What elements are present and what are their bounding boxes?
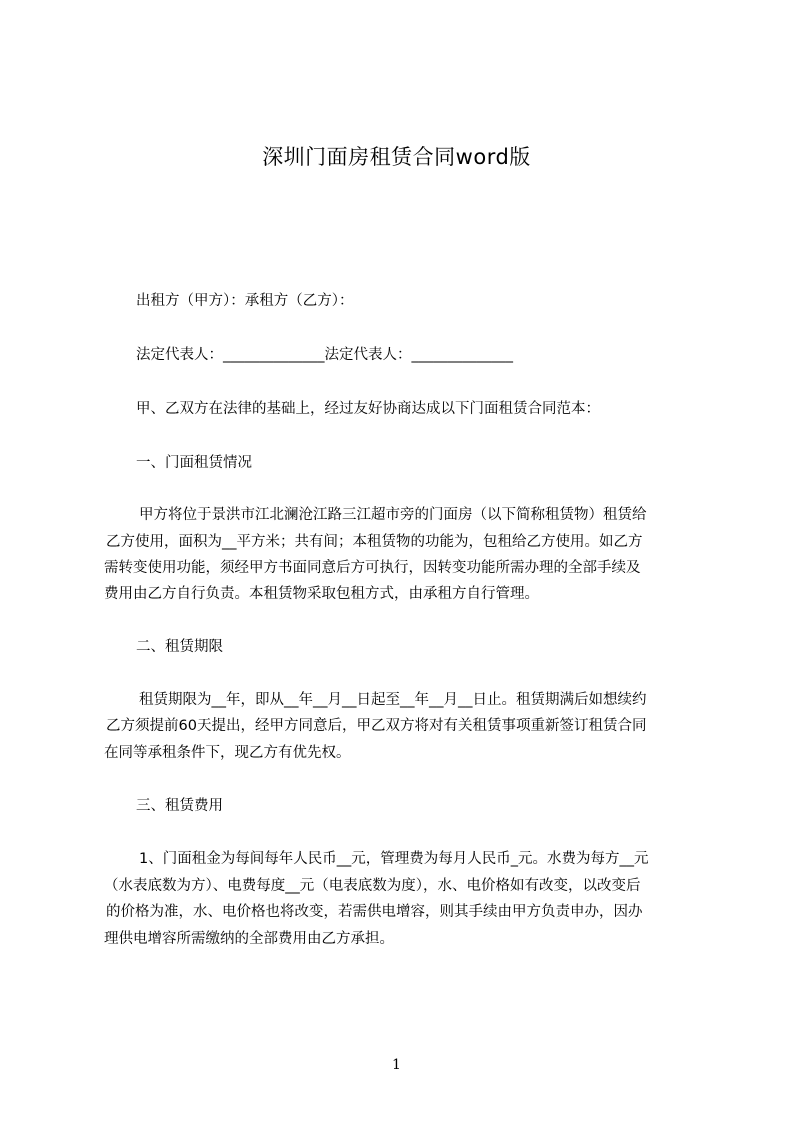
paragraph-line: 理供电增容所需缴纳的全部费用由乙方承担。 <box>104 931 394 947</box>
paragraph-line: 乙方使用，面积为__平方米；共有间；本租赁物的功能为，包租给乙方使用。如乙方 <box>106 534 643 550</box>
paragraph-line: 乙方须提前60天提出，经甲方同意后，甲乙双方将对有关租赁事项重新签订租赁合同 <box>106 718 647 734</box>
intro-paragraph: 甲、乙双方在法律的基础上，经过友好协商达成以下门面租赁合同范本： <box>136 401 600 417</box>
section-heading-rental-situation: 一、门面租赁情况 <box>136 455 252 471</box>
paragraph-line: 甲方将位于景洪市江北澜沧江路三江超市旁的门面房（以下简称租赁物）租赁给 <box>139 507 647 523</box>
parties-line: 出租方（甲方）：承租方（乙方）： <box>136 293 354 309</box>
representatives-line: 法定代表人：______________法定代表人：______________ <box>136 347 513 363</box>
paragraph-line: 1、门面租金为每间每年人民币__元，管理费为每月人民币_元。水费为每方__元 <box>139 851 649 867</box>
paragraph-line: 的价格为准，水、电价格也将改变，若需供电增容，则其手续由甲方负责申办，因办 <box>106 904 643 920</box>
page-number: 1 <box>392 1057 401 1073</box>
paragraph-line: 在同等承租条件下，现乙方有优先权。 <box>104 745 351 761</box>
paragraph-line: 租赁期限为__年，即从__年__月__日起至__年__月__日止。租赁期满后如想续约 <box>139 692 647 708</box>
paragraph-line: 费用由乙方自行负责。本租赁物采取包租方式，由承租方自行管理。 <box>104 586 539 602</box>
paragraph-line: 需转变使用功能，须经甲方书面同意后方可执行，因转变功能所需办理的全部手续及 <box>104 560 641 576</box>
paragraph-line: （水表底数为方）、电费每度__元（电表底数为度），水、电价格如有改变，以改变后 <box>104 878 641 894</box>
section-heading-rental-fees: 三、租赁费用 <box>136 798 223 814</box>
document-title: 深圳门面房租赁合同word版 <box>262 145 531 169</box>
section-heading-lease-term: 二、租赁期限 <box>136 639 223 655</box>
